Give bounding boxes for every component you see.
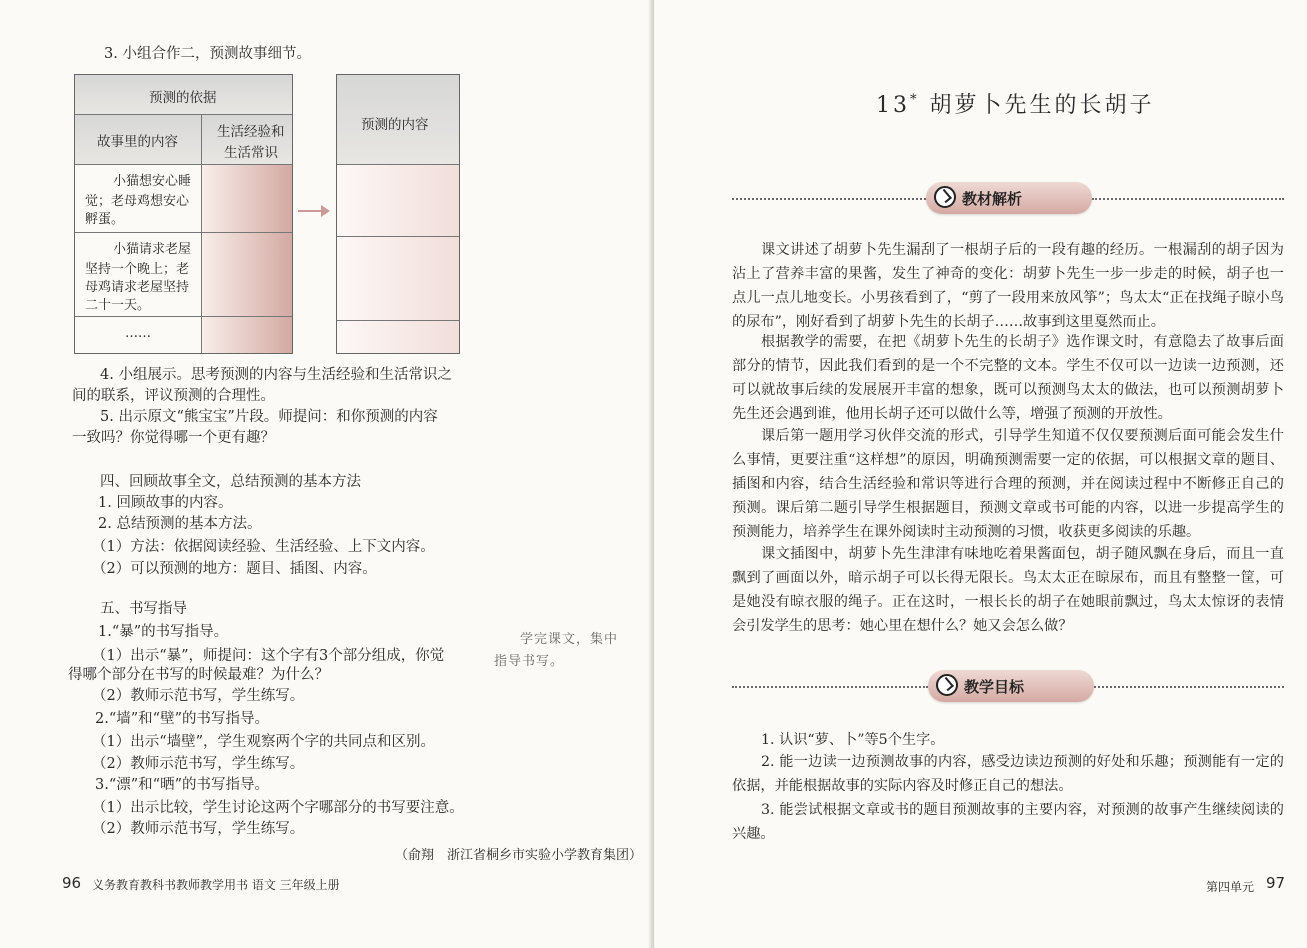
- row2-story-cell: [75, 233, 202, 317]
- section-5-line-4: （2）教师示范书写，学生练写。: [92, 688, 305, 704]
- side-note-line-1: 学完课文，集中: [520, 632, 619, 647]
- basis-header-cell: [75, 75, 292, 115]
- section-5-line-8: 3.“漂”和“晒”的书写指导。: [95, 777, 269, 793]
- goal-2: 2. 能一边读一边预测故事的内容，感受边读边预测的好处和乐趣；预测能有一定的依据，并能根据故事的实际内容及时修正自己的想法。: [732, 754, 1284, 794]
- step-4-line-2: 间的联系，评议预测的合理性。: [72, 388, 275, 404]
- arrow-right-icon: [321, 205, 330, 217]
- section-5-line-2: （1）出示“暴”，师提问：这个字有3个部分组成，你觉: [92, 648, 445, 664]
- story-header-cell: [75, 115, 202, 165]
- row2-life-cell: [202, 233, 292, 317]
- section-5-line-10: （2）教师示范书写，学生练写。: [92, 821, 305, 837]
- side-note-line-2: 指导书写。: [494, 654, 565, 669]
- section-5-line-6: （1）出示“墙壁”，学生观察两个字的共同点和区别。: [92, 734, 436, 750]
- left-page: [0, 0, 652, 948]
- step-5-line-1: 5. 出示原文“熊宝宝”片段。师提问：和你预测的内容: [100, 409, 438, 425]
- basis-header: 预测的依据: [149, 90, 217, 106]
- check-circle-icon: [934, 186, 956, 208]
- author-credit: （俞翔 浙江省桐乡市实验小学教育集团）: [395, 848, 643, 863]
- basis-table: [74, 74, 293, 354]
- row1-line2: 觉；老母鸡想安心: [85, 194, 190, 209]
- banner1-line-left: [732, 198, 926, 200]
- section-banner-analysis: [926, 182, 1092, 214]
- lesson-title-text: 胡萝卜先生的长胡子: [929, 93, 1155, 118]
- analysis-para-1: 课文讲述了胡萝卜先生漏刮了一根胡子后的一段有趣的经历。一根漏刮的胡子因为沾上了营养丰富的果酱，发生了神奇的变化：胡萝卜先生一步一步走的时候，胡子也一点儿一点儿地变长。小男孩看到了，“剪了一段用来放风筝”；鸟太太“正在找绳子晾小鸟的尿布”，刚好看到了胡萝卜先生的长胡子……故事到这里戛然而止。: [732, 242, 1284, 330]
- banner-goals-label: 教学目标: [964, 678, 1025, 696]
- page-number-left: 96: [62, 874, 82, 892]
- life-header-cell: [202, 115, 292, 165]
- section-5-heading: 五、书写指导: [100, 601, 187, 617]
- section-4-item-2: 2. 总结预测的基本方法。: [98, 516, 262, 532]
- step-3: 3. 小组合作二，预测故事细节。: [104, 46, 311, 62]
- prediction-cell-3: [337, 321, 459, 353]
- lesson-number: 13: [876, 93, 910, 118]
- analysis-para-4: 课文插图中，胡萝卜先生津津有味地吃着果酱面包，胡子随风飘在身后，而且一直飘到了画面以外，暗示胡子可以长得无限长。鸟太太正在晾尿布，而且有整整一筐，可是她没有晾衣服的绳子。正在这时，一根长长的胡子在她眼前飘过，鸟太太惊讶的表情会引发学生的思考：她心里在想什么？她又会怎么做？: [732, 546, 1284, 634]
- row1-line3: 孵蛋。: [85, 212, 125, 227]
- footer-book-title: 义务教育教科书教师教学用书 语文 三年级上册: [92, 878, 340, 892]
- prediction-header-cell: [337, 75, 459, 165]
- section-5-line-3: 得哪个部分在书写的时候最难？为什么？: [68, 667, 329, 683]
- section-4-item-1: 1. 回顾故事的内容。: [98, 495, 233, 511]
- goal-3: 3. 能尝试根据文章或书的题目预测故事的主要内容，对预测的故事产生继续阅读的兴趣。: [732, 802, 1284, 842]
- step-4-line-1: 4. 小组展示。思考预测的内容与生活经验和生活常识之: [100, 367, 452, 383]
- step-5-line-2: 一致吗？你觉得哪一个更有趣？: [72, 430, 275, 446]
- analysis-para-2: 根据教学的需要，在把《胡萝卜先生的长胡子》选作课文时，有意隐去了故事后面部分的情节，因此我们看到的是一个不完整的文本。学生不仅可以一边读一边预测，还可以就故事后续的发展展开丰富的想象，既可以预测鸟太太的做法，也可以预测胡萝卜先生还会遇到谁，他用长胡子还可以做什么等，增强了预测的开放性。: [732, 334, 1284, 422]
- banner2-line-left: [732, 686, 928, 688]
- banner-analysis-label: 教材解析: [962, 190, 1023, 208]
- prediction-header: 预测的内容: [361, 117, 429, 133]
- section-5-line-1: 1.“暴”的书写指导。: [98, 624, 229, 640]
- row3-story-cell: [75, 317, 202, 353]
- row3-life-cell: [202, 317, 292, 353]
- prediction-cell-1: [337, 165, 459, 237]
- right-page: [654, 0, 1307, 948]
- lesson-mark: *: [910, 92, 920, 108]
- row1-life-cell: [202, 165, 292, 233]
- prediction-cell-2: [337, 237, 459, 321]
- goal-1: 1. 认识“萝、卜”等5个生字。: [761, 732, 945, 748]
- story-content-header: 故事里的内容: [97, 134, 178, 150]
- life-exp-header-1: 生活经验和: [217, 124, 285, 140]
- row1-story-cell: [75, 165, 202, 233]
- section-banner-goals: [928, 670, 1094, 702]
- section-5-line-7: （2）教师示范书写，学生练写。: [92, 756, 305, 772]
- banner1-line-right: [1092, 198, 1284, 200]
- row1-line1: 小猫想安心睡: [113, 174, 192, 189]
- row2-line1: 小猫请求老屋: [113, 242, 192, 257]
- section-5-line-5: 2.“墙”和“壁”的书写指导。: [95, 711, 269, 727]
- life-exp-header-2: 生活常识: [224, 145, 278, 161]
- row3-ellipsis: ……: [125, 326, 151, 341]
- section-5-line-9: （1）出示比较，学生讨论这两个字哪部分的书写要注意。: [92, 800, 464, 816]
- lesson-title: [876, 88, 1155, 119]
- analysis-para-3: 课后第一题用学习伙伴交流的形式，引导学生知道不仅仅要预测后面可能会发生什么事情，更要注重“这样想”的原因，明确预测需要一定的依据，可以根据文章的题目、插图和内容，结合生活经验和常识等进行合理的预测，并在阅读过程中不断修正自己的预测。课后第二题引导学生根据题目，预测文章或书可能的内容，以进一步提高学生的预测能力，培养学生在课外阅读时主动预测的习惯，收获更多阅读的乐趣。: [732, 428, 1284, 540]
- section-4-heading: 四、回顾故事全文，总结预测的基本方法: [100, 474, 361, 490]
- section-4-item-4: （2）可以预测的地方：题目、插图、内容。: [92, 561, 377, 577]
- unit-label: 第四单元: [1206, 880, 1255, 894]
- check-circle-icon: [936, 674, 958, 696]
- banner2-line-right: [1094, 686, 1284, 688]
- row2-line2: 坚持一个晚上；老: [85, 262, 190, 277]
- prediction-table: [336, 74, 460, 354]
- row2-line3: 母鸡请求老屋坚持: [85, 280, 190, 295]
- page-number-right: 97: [1266, 874, 1286, 892]
- row2-line4: 二十一天。: [85, 298, 151, 313]
- section-4-item-3: （1）方法：依据阅读经验、生活经验、上下文内容。: [92, 539, 435, 555]
